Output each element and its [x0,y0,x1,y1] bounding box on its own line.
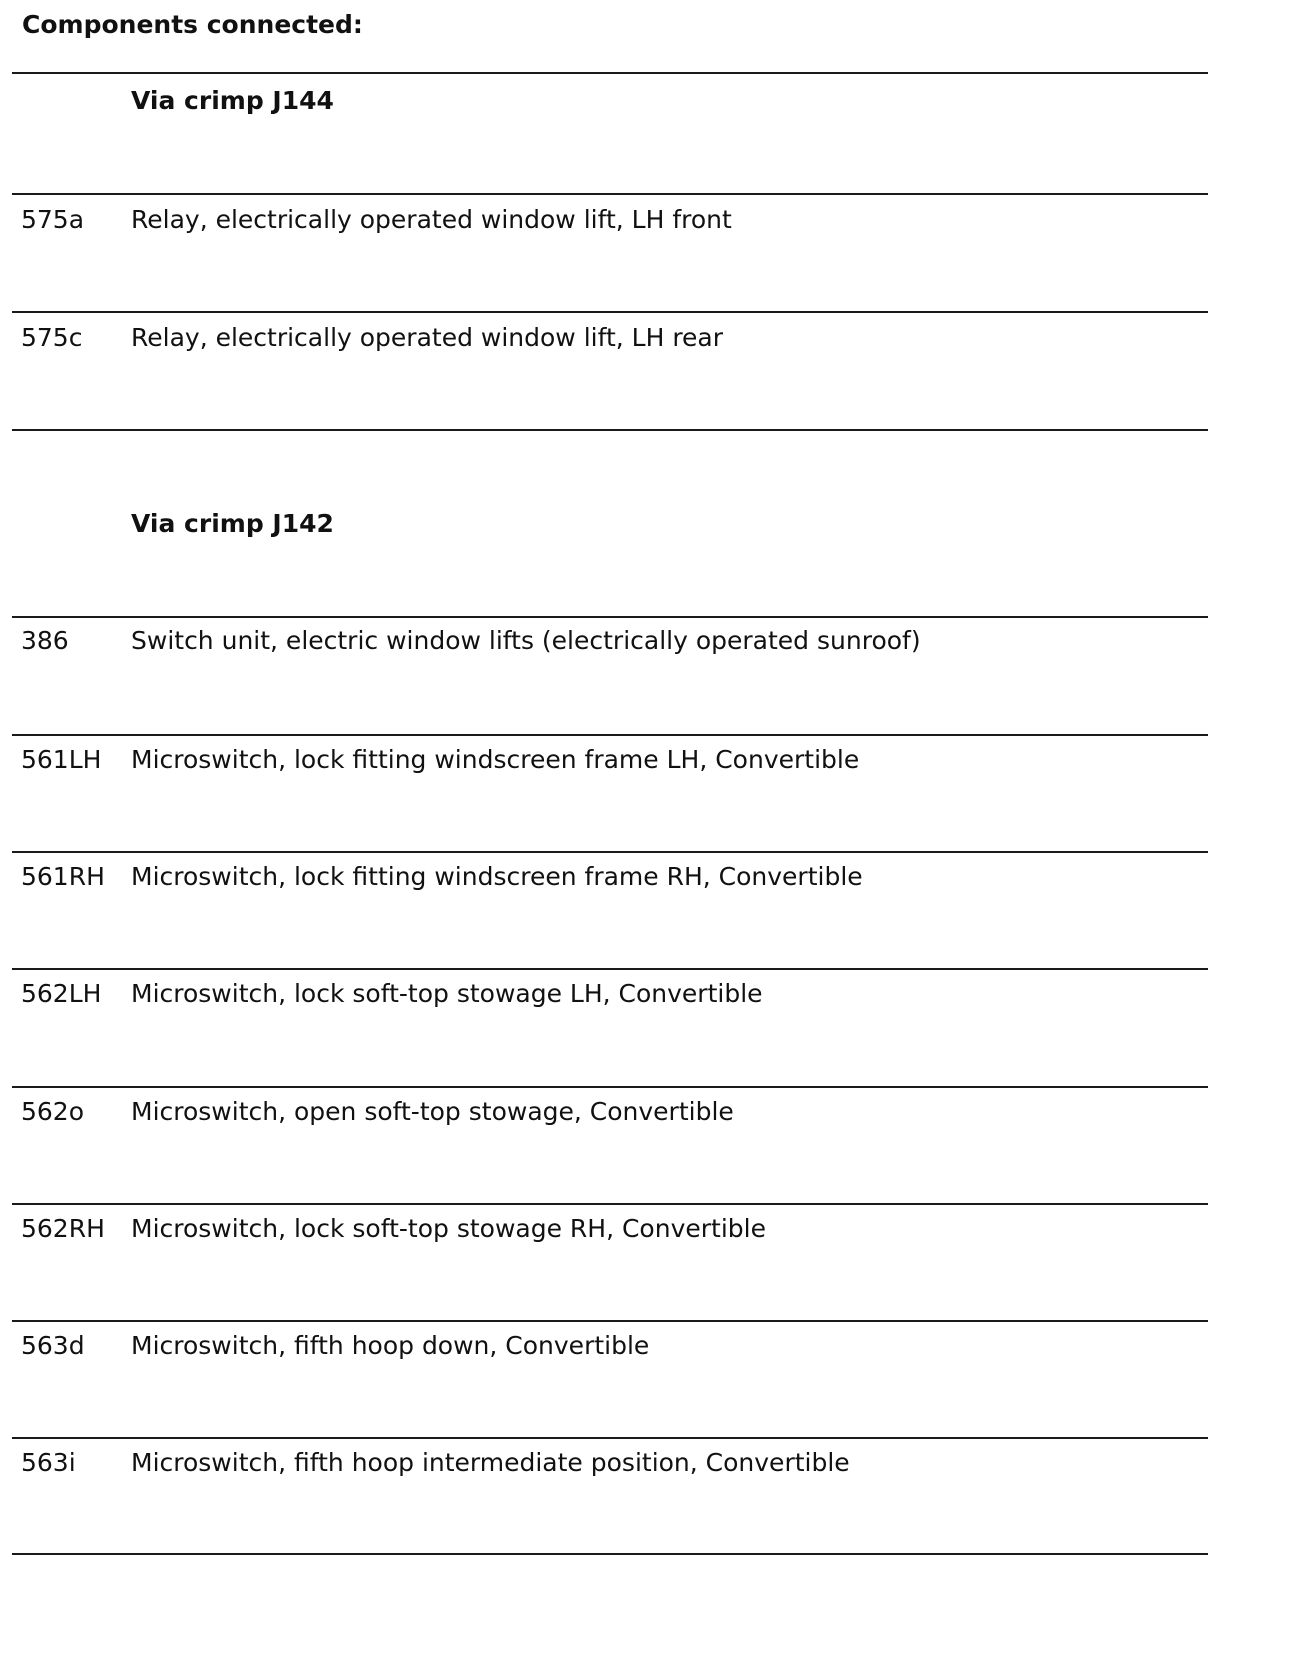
component-description: Relay, electrically operated window lift, LH rear [131,323,724,352]
component-code: 386 [21,626,69,655]
component-code: 563d [21,1331,85,1360]
table-row [0,743,1312,777]
component-description: Microswitch, lock fitting windscreen frame RH, Convertible [131,862,863,891]
component-code: 562o [21,1097,85,1126]
component-code: 575c [21,323,83,352]
component-description: Microswitch, open soft-top stowage, Convertible [131,1097,734,1126]
table-row [0,1095,1312,1129]
divider [12,1086,1208,1088]
component-code: 562LH [21,979,102,1008]
table-row [0,1446,1312,1480]
divider [12,1203,1208,1205]
table-row [0,1212,1312,1246]
component-code: 575a [21,205,85,234]
components-heading: Components connected: [22,10,363,39]
divider [12,311,1208,313]
component-code: 561RH [21,862,105,891]
divider [12,734,1208,736]
divider [12,193,1208,195]
component-description: Switch unit, electric window lifts (electrically operated sunroof) [131,626,921,655]
component-description: Microswitch, lock soft-top stowage RH, Convertible [131,1214,766,1243]
table-row [0,1329,1312,1363]
divider [12,72,1208,74]
group-title-j144: Via crimp J144 [131,86,334,115]
divider [12,1320,1208,1322]
table-row [0,624,1312,658]
divider [12,851,1208,853]
table-row [0,321,1312,355]
divider [12,1437,1208,1439]
divider [12,616,1208,618]
component-description: Relay, electrically operated window lift, LH front [131,205,732,234]
divider [12,429,1208,431]
component-description: Microswitch, fifth hoop intermediate position, Convertible [131,1448,850,1477]
component-description: Microswitch, fifth hoop down, Convertible [131,1331,650,1360]
component-code: 562RH [21,1214,105,1243]
component-description: Microswitch, lock fitting windscreen frame LH, Convertible [131,745,860,774]
divider [12,968,1208,970]
table-row [0,977,1312,1011]
component-description: Microswitch, lock soft-top stowage LH, Convertible [131,979,763,1008]
divider [12,1553,1208,1555]
group-title-j142: Via crimp J142 [131,509,334,538]
table-row [0,860,1312,894]
component-code: 563i [21,1448,76,1477]
table-row [0,203,1312,237]
component-code: 561LH [21,745,102,774]
